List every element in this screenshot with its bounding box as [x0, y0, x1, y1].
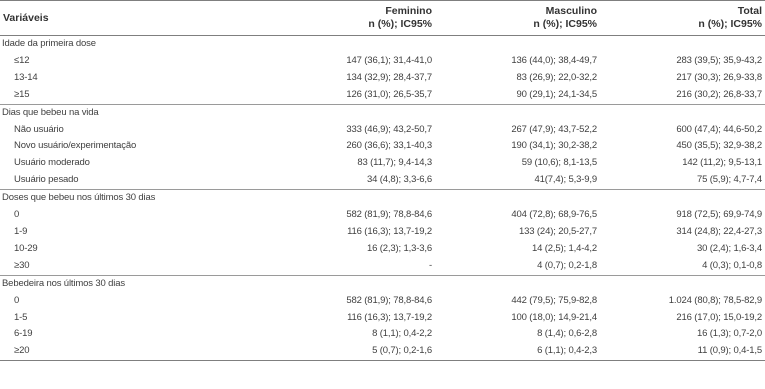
cell-feminino: 260 (36,6); 33,1-40,3	[346, 140, 432, 152]
cell-total: 217 (30,3); 26,9-33,8	[676, 71, 762, 83]
section-title: Doses que bebeu nos últimos 30 dias	[0, 190, 765, 207]
row-label: 0	[14, 294, 20, 306]
cell-feminino: 147 (36,1); 31,4-41,0	[346, 54, 432, 66]
header-variaveis-label: Variáveis	[3, 11, 49, 24]
cell-masculino: 404 (72,8); 68,9-76,5	[511, 209, 597, 221]
header-masculino-subtitle: n (%); IC95%	[533, 18, 597, 30]
header-total-subtitle: n (%); IC95%	[698, 18, 762, 30]
cell-feminino: 83 (11,7); 9,4-14,3	[357, 157, 432, 169]
table-row	[0, 87, 765, 104]
cell-feminino: 34 (4,8); 3,3-6,6	[366, 174, 432, 186]
cell-masculino: 6 (1,1); 0,4-2,3	[435, 343, 600, 360]
cell-total: 918 (72,5); 69,9-74,9	[676, 209, 762, 221]
row-label: ≤12	[14, 54, 30, 66]
row-label: ≥15	[14, 88, 30, 100]
cell-total: 600 (47,4); 44,6-50,2	[676, 123, 762, 135]
section-title: Dias que bebeu na vida	[0, 104, 765, 121]
table-header	[0, 1, 765, 36]
cell-masculino: 100 (18,0); 14,9-21,4	[511, 311, 597, 323]
header-feminino	[280, 1, 435, 36]
cell-masculino: 14 (2,5); 1,4-4,2	[531, 242, 597, 254]
table-row	[0, 326, 765, 343]
section-header-row	[0, 275, 765, 292]
row-label: 6-19	[14, 328, 33, 340]
cell-feminino: 134 (32,9); 28,4-37,7	[346, 71, 432, 83]
cell-masculino: 133 (24); 20,5-27,7	[519, 225, 597, 237]
cell-feminino: 333 (46,9); 43,2-50,7	[346, 123, 432, 135]
header-total-title: Total	[737, 5, 762, 17]
cell-total: 450 (35,5); 32,9-38,2	[676, 140, 762, 152]
section-header-row	[0, 36, 765, 53]
section-header-row	[0, 104, 765, 121]
cell-feminino: 16 (2,3); 1,3-3,6	[366, 242, 432, 254]
header-row	[0, 1, 765, 36]
table-row	[0, 122, 765, 139]
row-label: Não usuário	[14, 123, 64, 135]
row-label: 10-29	[14, 242, 38, 254]
row-label: Novo usuário/experimentação	[14, 140, 137, 152]
row-label: 1-5	[14, 311, 28, 323]
row-label: Usuário pesado	[14, 174, 79, 186]
table-row	[0, 241, 765, 258]
cell-feminino: 116 (16,3); 13,7-19,2	[347, 225, 432, 237]
cell-masculino: 190 (34,1); 30,2-38,2	[511, 140, 597, 152]
table-row	[0, 53, 765, 70]
cell-total: 4 (0,3); 0,1-0,8	[702, 259, 762, 271]
row-label: ≥20	[0, 343, 280, 360]
header-total	[600, 1, 765, 36]
header-feminino-subtitle: n (%); IC95%	[368, 18, 432, 30]
cell-total: 216 (17,0); 15,0-19,2	[676, 311, 762, 323]
cell-masculino: 4 (0,7); 0,2-1,8	[537, 259, 597, 271]
cell-feminino: 116 (16,3); 13,7-19,2	[347, 311, 432, 323]
section-title: Bebedeira nos últimos 30 dias	[0, 275, 765, 292]
cell-total: 314 (24,8); 22,4-27,3	[676, 225, 762, 237]
header-masculino-title: Masculino	[545, 5, 597, 17]
cell-total: 30 (2,4); 1,6-3,4	[696, 242, 762, 254]
table-row	[0, 155, 765, 172]
table-row	[0, 70, 765, 87]
cell-total: 283 (39,5); 35,9-43,2	[676, 54, 762, 66]
cell-masculino: 59 (10,6); 8,1-13,5	[521, 157, 597, 169]
cell-total: 1.024 (80,8); 78,5-82,9	[668, 294, 762, 306]
row-label: Usuário moderado	[14, 157, 90, 169]
row-label: 1-9	[14, 225, 28, 237]
cell-total: 216 (30,2); 26,8-33,7	[676, 88, 762, 100]
cell-total: 142 (11,2); 9,5-13,1	[682, 157, 762, 169]
header-masculino	[435, 1, 600, 36]
cell-total: 16 (1,3); 0,7-2,0	[696, 328, 762, 340]
cell-feminino: 5 (0,7); 0,2-1,6	[280, 343, 435, 360]
table-row	[0, 343, 765, 360]
cell-masculino: 41(7,4); 5,3-9,9	[534, 174, 597, 186]
table-row	[0, 172, 765, 189]
row-label: 0	[14, 209, 20, 221]
cell-feminino: 126 (31,0); 26,5-35,7	[346, 88, 432, 100]
table-row	[0, 258, 765, 275]
cell-masculino: 83 (26,9); 22,0-32,2	[516, 71, 597, 83]
cell-masculino: 90 (29,1); 24,1-34,5	[516, 88, 597, 100]
cell-masculino: 136 (44,0); 38,4-49,7	[511, 54, 597, 66]
cell-feminino: 582 (81,9); 78,8-84,6	[346, 294, 432, 306]
cell-masculino: 8 (1,4); 0,6-2,8	[537, 328, 597, 340]
header-variaveis	[0, 1, 280, 36]
cell-feminino: -	[428, 259, 432, 271]
cell-masculino: 267 (47,9); 43,7-52,2	[511, 123, 597, 135]
cell-feminino: 582 (81,9); 78,8-84,6	[346, 209, 432, 221]
cell-feminino: 8 (1,1); 0,4-2,2	[372, 328, 432, 340]
table-row	[0, 310, 765, 327]
section-title: Idade da primeira dose	[2, 38, 96, 49]
cell-masculino: 442 (79,5); 75,9-82,8	[511, 294, 597, 306]
table-row	[0, 207, 765, 224]
table-row	[0, 293, 765, 310]
cell-total: 75 (5,9); 4,7-7,4	[696, 174, 762, 186]
cell-total: 11 (0,9); 0,4-1,5	[600, 343, 765, 360]
section-header-row	[0, 190, 765, 207]
header-feminino-title: Feminino	[385, 5, 432, 17]
row-label: 13-14	[14, 71, 38, 83]
table-body	[0, 36, 765, 361]
row-label: ≥30	[14, 259, 30, 271]
table-row	[0, 138, 765, 155]
table-row	[0, 224, 765, 241]
